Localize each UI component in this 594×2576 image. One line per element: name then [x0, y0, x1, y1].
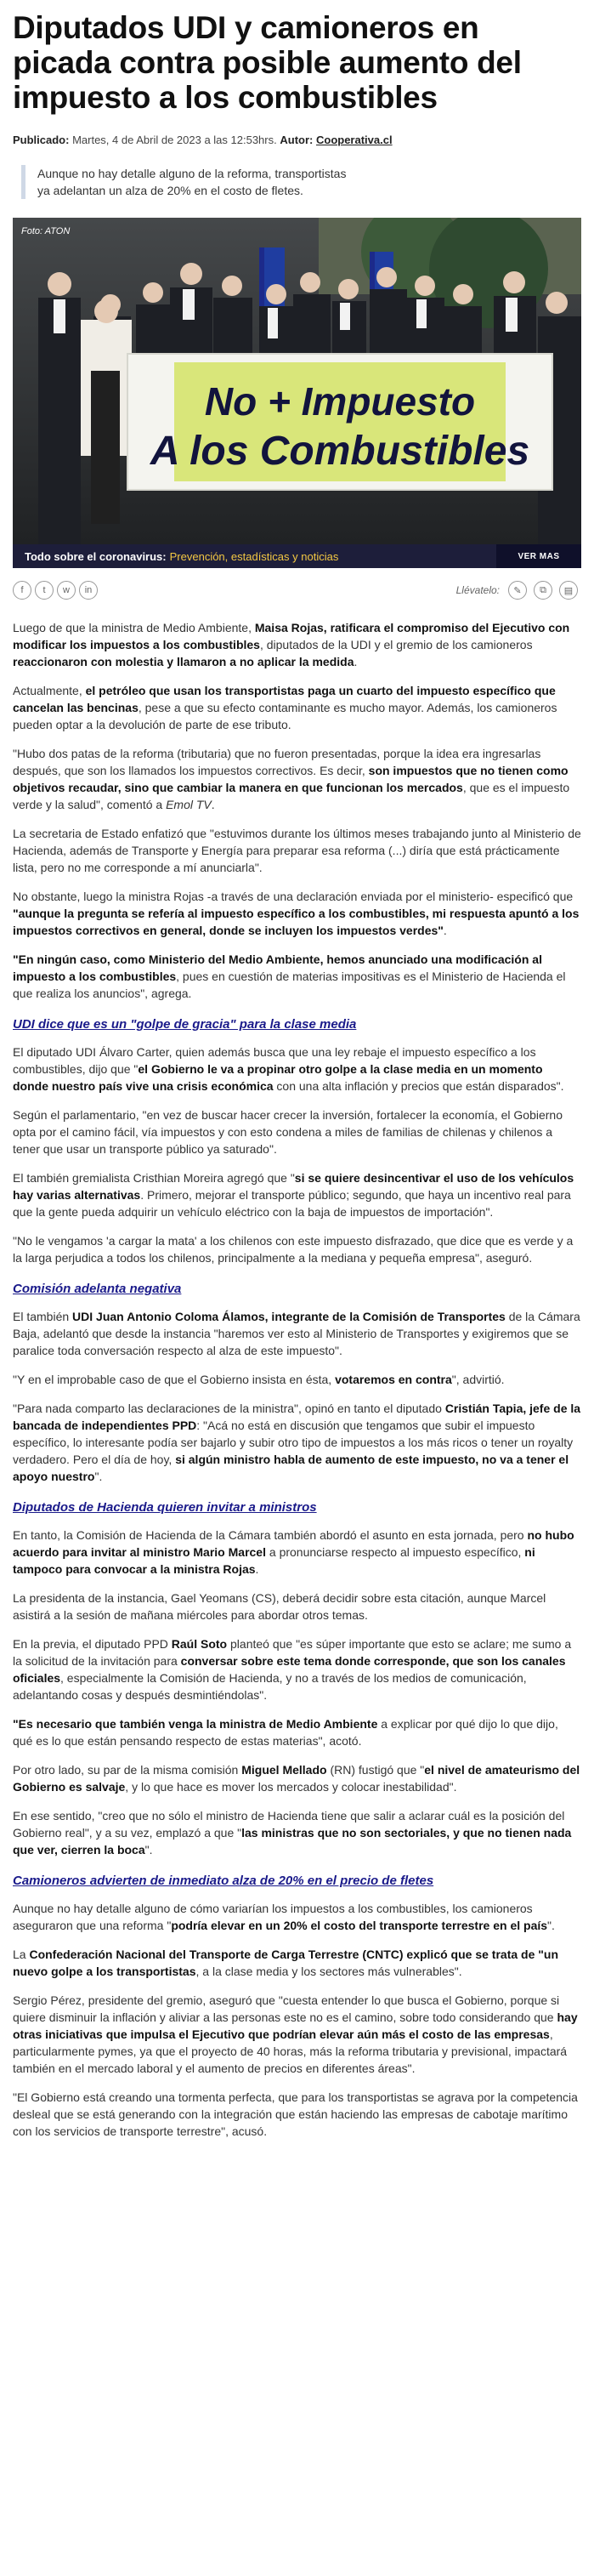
- paragraph: Actualmente, el petróleo que usan los transportistas paga un cuarto del impuesto específico que cancelan las bencinas, pese a que su efecto contaminante es mucho mayor. Además, los camioneros pueden optar a la devolución de parte de ese tributo.: [13, 684, 557, 731]
- paragraph: "Hubo dos patas de la reforma (tributaria) que no fueron presentadas, porque la idea era ingresarlas después, que son los llamados los impuestos correctivos. Es decir, son impuestos que no tienen como objetivos recaudar, sino que cambiar la manera en que funcionan los mercados, que es el impuesto verde y la salud", comentó a Emol TV.: [13, 747, 570, 811]
- lead-bar: [21, 165, 25, 199]
- paragraph: No obstante, luego la ministra Rojas -a través de una declaración enviada por el ministerio- especificó que "aunque la pregunta se refería al impuesto específico a los combustibles, mi respuesta apuntó a los impuestos correctivos en general, donde se incluyen los impuestos verdes".: [13, 890, 580, 937]
- article-photo: [13, 218, 581, 544]
- banner-text-line2: A los Combustibles: [150, 429, 530, 474]
- take-it-tools: [456, 581, 581, 600]
- paragraph: Aunque no hay detalle alguno de cómo variarían los impuestos a los combustibles, los camioneros aseguraron que una reforma "podría elevar en un 20% el costo del transporte terrestre en el país".: [13, 1902, 555, 1932]
- lead-text: Aunque no hay detalle alguno de la reforma, transportistas ya adelantan un alza de 20% en el costo de fletes.: [37, 167, 347, 197]
- protest-photo: [13, 218, 581, 544]
- twitter-icon[interactable]: t: [35, 581, 54, 600]
- coronavirus-link[interactable]: Prevención, estadísticas y noticias: [169, 549, 339, 563]
- paragraph: "En ningún caso, como Ministerio del Medio Ambiente, hemos anunciado una modificación al impuesto a los combustibles, pues en cuestión de materias impositivas es el Ministerio de Hacienda el que realiza los anuncios", agrega.: [13, 952, 566, 1000]
- paragraph: El diputado UDI Álvaro Carter, quien además busca que una ley rebaje el impuesto específico a los combustibles, dijo que "el Gobierno le va a propinar otro golpe a la clase media en un momento donde nuestro país vive una crisis económica con una alta inflación y precios que están disparados".: [13, 1045, 564, 1093]
- paragraph: En la previa, el diputado PPD Raúl Soto planteó que "es súper importante que esto se aclare; me sumo a la solicitud de la invitación para conversar sobre este tema donde corresponde, que son los canales oficiales, especialmente la Comisión de Hacienda, y no a través de los medios de comunicación, adelantando cosas y después desmintiéndolas".: [13, 1637, 572, 1702]
- share-row: [13, 580, 581, 600]
- paragraph: El también gremialista Cristhian Moreira agregó que "si se quiere desincentivar el uso de los vehículos hay varias alternativas. Primero, mejorar el transporte público; segundo, que haya un incentivo real para que la gente pueda adquirir un vehículo eléctrico con la baja de impuestos de importación".: [13, 1171, 574, 1219]
- paragraph: Según el parlamentario, "en vez de buscar hacer crecer la inversión, fortalecer la economía, el Gobierno opta por el camino fácil, vía impuestos y con esto condena a miles de familias de chilenas y chilenos a tener que usar un transporte público ya saturado".: [13, 1108, 563, 1156]
- article-title: Diputados UDI y camioneros en picada contra posible aumento del impuesto a los combustibles: [13, 10, 522, 115]
- section-heading: UDI dice que es un "golpe de gracia" para la clase media: [13, 1017, 357, 1032]
- paragraph: Por otro lado, su par de la misma comisión Miguel Mellado (RN) fustigó que "el nivel de amateurismo del Gobierno es salvaje, y lo que hace es mover los mercados y colocar inestabilidad".: [13, 1763, 580, 1794]
- article-lead: [13, 165, 581, 199]
- author-label: Autor:: [280, 134, 314, 146]
- article-body: [13, 619, 581, 2140]
- comment-icon[interactable]: ✎: [508, 581, 527, 600]
- photo-credit-label: Foto:: [21, 226, 43, 236]
- paragraph: La presidenta de la instancia, Gael Yeomans (CS), deberá decidir sobre esta citación, aunque Marcel asistirá a la sesión de mañana miércoles para abordar otros temas.: [13, 1591, 546, 1622]
- byline: [13, 134, 581, 146]
- copy-link-icon[interactable]: ⧉: [534, 581, 552, 600]
- paragraph: "Para nada comparto las declaraciones de la ministra", opinó en tanto el diputado Cristián Tapia, jefe de la bancada de independientes PPD: "Acá no está en discusión que tengamos que subir el impuesto específico, lo interesante podía ser bajarlo y subir otro tipo de impuestos a los más ricos o tener un royalty verdadero. Pero el día de hoy, si algún ministro habla de aumento de este impuesto, no va a tener el apoyo nuestro".: [13, 1402, 581, 1483]
- take-it-label: Llévatelo:: [455, 584, 500, 596]
- paragraph: En ese sentido, "creo que no sólo el ministro de Hacienda tiene que salir a aclarar cuál es la posición del Gobierno real", y a su vez, emplazó a que "las ministras que no son sectoriales, y que no tienen nada que ver, cierren la boca".: [13, 1809, 572, 1857]
- whatsapp-icon[interactable]: w: [57, 581, 76, 600]
- paragraph: El también UDI Juan Antonio Coloma Álamos, integrante de la Comisión de Transportes de la Cámara Baja, adelantó que desde la instancia "haremos ver esto al Ministerio de Transportes y exigiremos que se paralice toda conversación respecto al alza de este impuesto".: [13, 1310, 580, 1357]
- photo-credit-source: ATON: [44, 226, 71, 236]
- section-heading: Comisión adelanta negativa: [13, 1282, 182, 1296]
- paragraph: "El Gobierno está creando una tormenta perfecta, que para los transportistas se agrava por la competencia desleal que se está generando con la integración que están haciendo las empresas de cabotaje marítimo con los servicios de transporte terrestre", acusó.: [13, 2090, 578, 2138]
- print-icon[interactable]: ▤: [559, 581, 578, 600]
- published-label: Publicado:: [13, 134, 70, 146]
- paragraph: "No le vengamos 'a cargar la mata' a los chilenos con este impuesto disfrazado, que dice que es verde y a la larga perjudica a todos los chilenos, principalmente a la mediana y pequeña empresa", aseguró.: [13, 1234, 574, 1265]
- paragraph: Sergio Pérez, presidente del gremio, aseguró que "cuesta entender lo que busca el Gobierno, porque si quiere disminuir la inflación y aliviar a las personas este no es el camino, sobre todo considerando que hay otras iniciativas que impulsa el Ejecutivo que podrían elevar aún más el costo de las empresas, particularmente pymes, ya que el proyecto de 40 horas, más la reforma tributaria y previsional, impactará también en el mercado laboral y el aumento de precios en diferentes áreas".: [13, 1993, 578, 2075]
- facebook-icon[interactable]: f: [13, 581, 31, 600]
- photo-credit: [21, 226, 70, 236]
- paragraph: En tanto, la Comisión de Hacienda de la Cámara también abordó el asunto en esta jornada, pero no hubo acuerdo para invitar al ministro Mario Marcel a pronunciarse respecto al impuesto específico, ni tampoco para convocar a la ministra Rojas.: [13, 1528, 574, 1576]
- paragraph: Luego de que la ministra de Medio Ambiente, Maisa Rojas, ratificara el compromiso del Ejecutivo con modificar los impuestos a los combustibles, diputados de la UDI y el gremio de los camioneros reaccionaron con molestia y llamaron a no aplicar la medida.: [13, 621, 570, 668]
- linkedin-icon[interactable]: in: [79, 581, 98, 600]
- paragraph: "Y en el improbable caso de que el Gobierno insista en ésta, votaremos en contra", advirtió.: [13, 1373, 505, 1386]
- section-heading: Diputados de Hacienda quieren invitar a ministros: [13, 1500, 317, 1515]
- paragraph: La Confederación Nacional del Transporte de Carga Terrestre (CNTC) explicó que se trata de "un nuevo golpe a los transportistas, a la clase media y los sectores más vulnerables".: [13, 1948, 558, 1978]
- published-date: Martes, 4 de Abril de 2023 a las 12:53hrs.: [72, 134, 277, 146]
- coronavirus-title: Todo sobre el coronavirus:: [25, 549, 167, 563]
- section-heading: Camioneros advierten de inmediato alza de 20% en el precio de fletes: [13, 1874, 434, 1888]
- author-link[interactable]: Cooperativa.cl: [315, 134, 393, 146]
- see-more-button[interactable]: VER MAS: [496, 544, 581, 568]
- paragraph: La secretaria de Estado enfatizó que "estuvimos durante los últimos meses trabajando junto al Ministerio de Hacienda, además de Transporte y Energía para preparar esa reforma (...) diría que está prácticamente lista, pero no me corresponde a mí anunciarla".: [13, 827, 581, 874]
- banner-text-line1: No + Impuesto: [204, 379, 476, 424]
- coronavirus-banner[interactable]: [13, 544, 581, 568]
- paragraph: "Es necesario que también venga la ministra de Medio Ambiente a explicar por qué dijo lo que dijo, qué es lo que están pensando respecto de estas materias", acotó.: [13, 1717, 558, 1748]
